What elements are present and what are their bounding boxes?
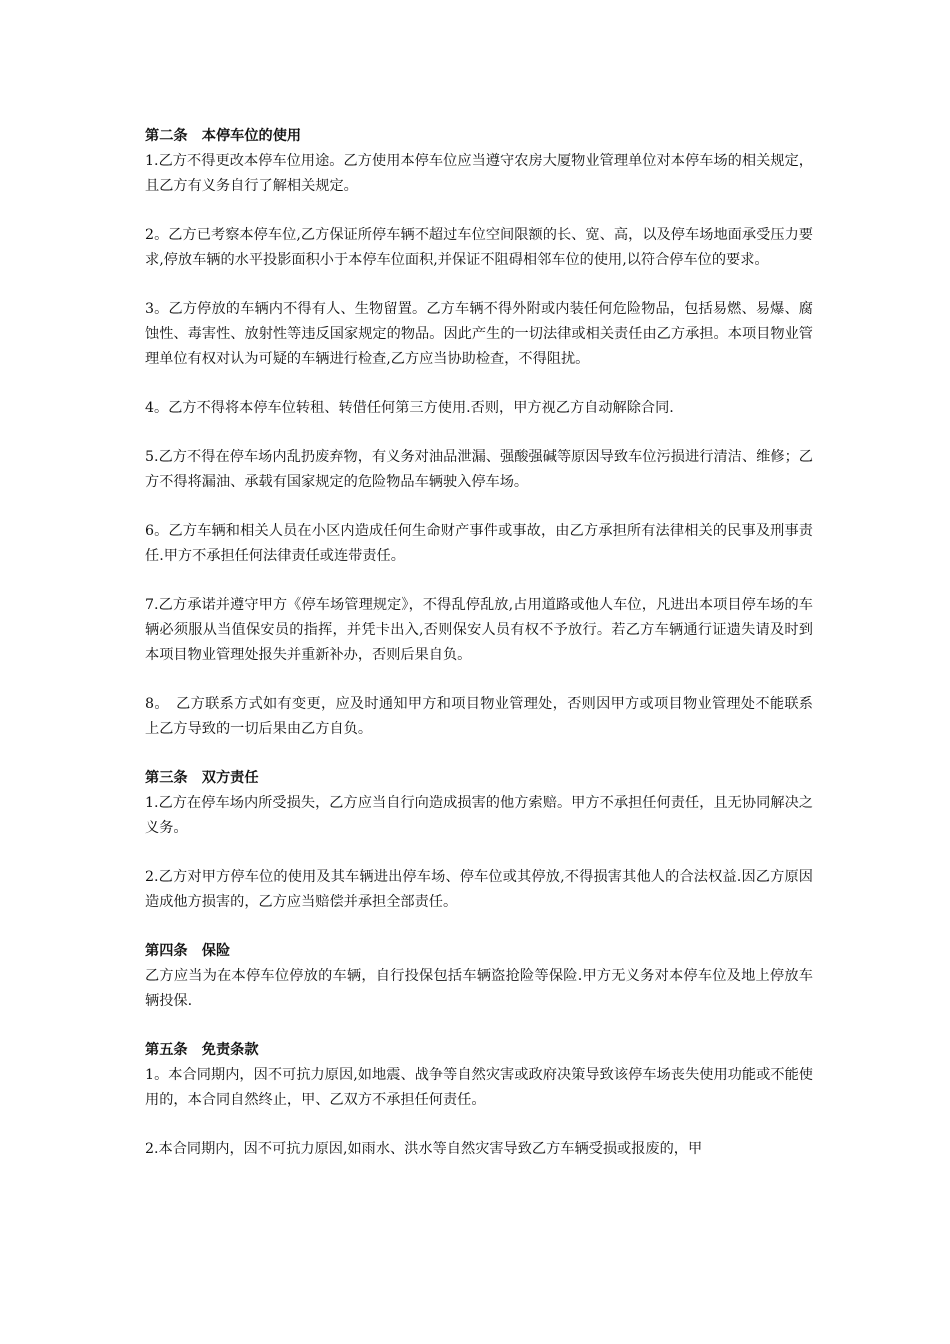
spacer	[145, 1014, 813, 1038]
spacer	[145, 1113, 813, 1137]
spacer	[145, 273, 813, 297]
clause-2-4: 4。乙方不得将本停车位转租、转借任何第三方使用.否则，甲方视乙方自动解除合同.	[145, 400, 674, 416]
clause-3-1: 1.乙方在停车场内所受损失，乙方应当自行向造成损害的他方索赔。甲方不承担任何责任，且无协同解决之义务。	[145, 795, 813, 836]
clause-2-5: 5.乙方不得在停车场内乱扔废弃物，有义务对油品泄漏、强酸强碱等原因导致车位污损进行清洁、维修；乙方不得将漏油、承载有国家规定的危险物品车辆驶入停车场。	[145, 449, 813, 490]
clause-2-1: 1.乙方不得更改本停车位用途。乙方使用本停车位应当遵守农房大厦物业管理单位对本停车场的相关规定，且乙方有义务自行了解相关规定。	[145, 153, 813, 194]
section-heading-4: 第四条 保险	[145, 943, 231, 959]
spacer	[145, 742, 813, 766]
section-heading-5: 第五条 免责条款	[145, 1042, 259, 1058]
clause-2-2: 2。乙方已考察本停车位,乙方保证所停车辆不超过车位空间限额的长、宽、高，以及停车场地面承受压力要求,停放车辆的水平投影面积小于本停车位面积,并保证不阻碍相邻车位的使用,以符合停车位的要求。	[145, 227, 813, 268]
spacer	[145, 569, 813, 593]
spacer	[145, 495, 813, 519]
section-heading-3: 第三条 双方责任	[145, 770, 259, 786]
spacer	[145, 668, 813, 692]
clause-3-2: 2.乙方对甲方停车位的使用及其车辆进出停车场、停车位或其停放,不得损害其他人的合法权益.因乙方原因造成他方损害的，乙方应当赔偿并承担全部责任。	[145, 869, 813, 910]
spacer	[145, 199, 813, 223]
spacer	[145, 372, 813, 396]
document-page	[145, 124, 813, 1162]
section-heading-2: 第二条 本停车位的使用	[145, 128, 302, 144]
spacer	[145, 421, 813, 445]
clause-5-1: 1。本合同期内，因不可抗力原因,如地震、战争等自然灾害或政府决策导致该停车场丧失使用功能或不能使用的，本合同自然终止，甲、乙双方不承担任何责任。	[145, 1067, 813, 1108]
clause-2-8: 8。 乙方联系方式如有变更，应及时通知甲方和项目物业管理处，否则因甲方或项目物业管理处不能联系上乙方导致的一切后果由乙方自负。	[145, 696, 813, 737]
clause-4-1: 乙方应当为在本停车位停放的车辆，自行投保包括车辆盗抢险等保险.甲方无义务对本停车位及地上停放车辆投保.	[145, 968, 813, 1009]
clause-2-6: 6。乙方车辆和相关人员在小区内造成任何生命财产事件或事故，由乙方承担所有法律相关的民事及刑事责任.甲方不承担任何法律责任或连带责任。	[145, 523, 813, 564]
clause-2-3: 3。乙方停放的车辆内不得有人、生物留置。乙方车辆不得外附或内装任何危险物品，包括易燃、易爆、腐蚀性、毒害性、放射性等违反国家规定的物品。因此产生的一切法律或相关责任由乙方承担。本项目物业管理单位有权对认为可疑的车辆进行检查,乙方应当协助检查，不得阻扰。	[145, 301, 813, 367]
spacer	[145, 915, 813, 939]
clause-5-2: 2.本合同期内，因不可抗力原因,如雨水、洪水等自然灾害导致乙方车辆受损或报废的，甲	[145, 1141, 703, 1157]
clause-2-7: 7.乙方承诺并遵守甲方《停车场管理规定》，不得乱停乱放,占用道路或他人车位，凡进出本项目停车场的车辆必须服从当值保安员的指挥，并凭卡出入,否则保安人员有权不予放行。若乙方车辆通行证遗失请及时到本项目物业管理处报失并重新补办，否则后果自负。	[145, 597, 813, 663]
spacer	[145, 841, 813, 865]
